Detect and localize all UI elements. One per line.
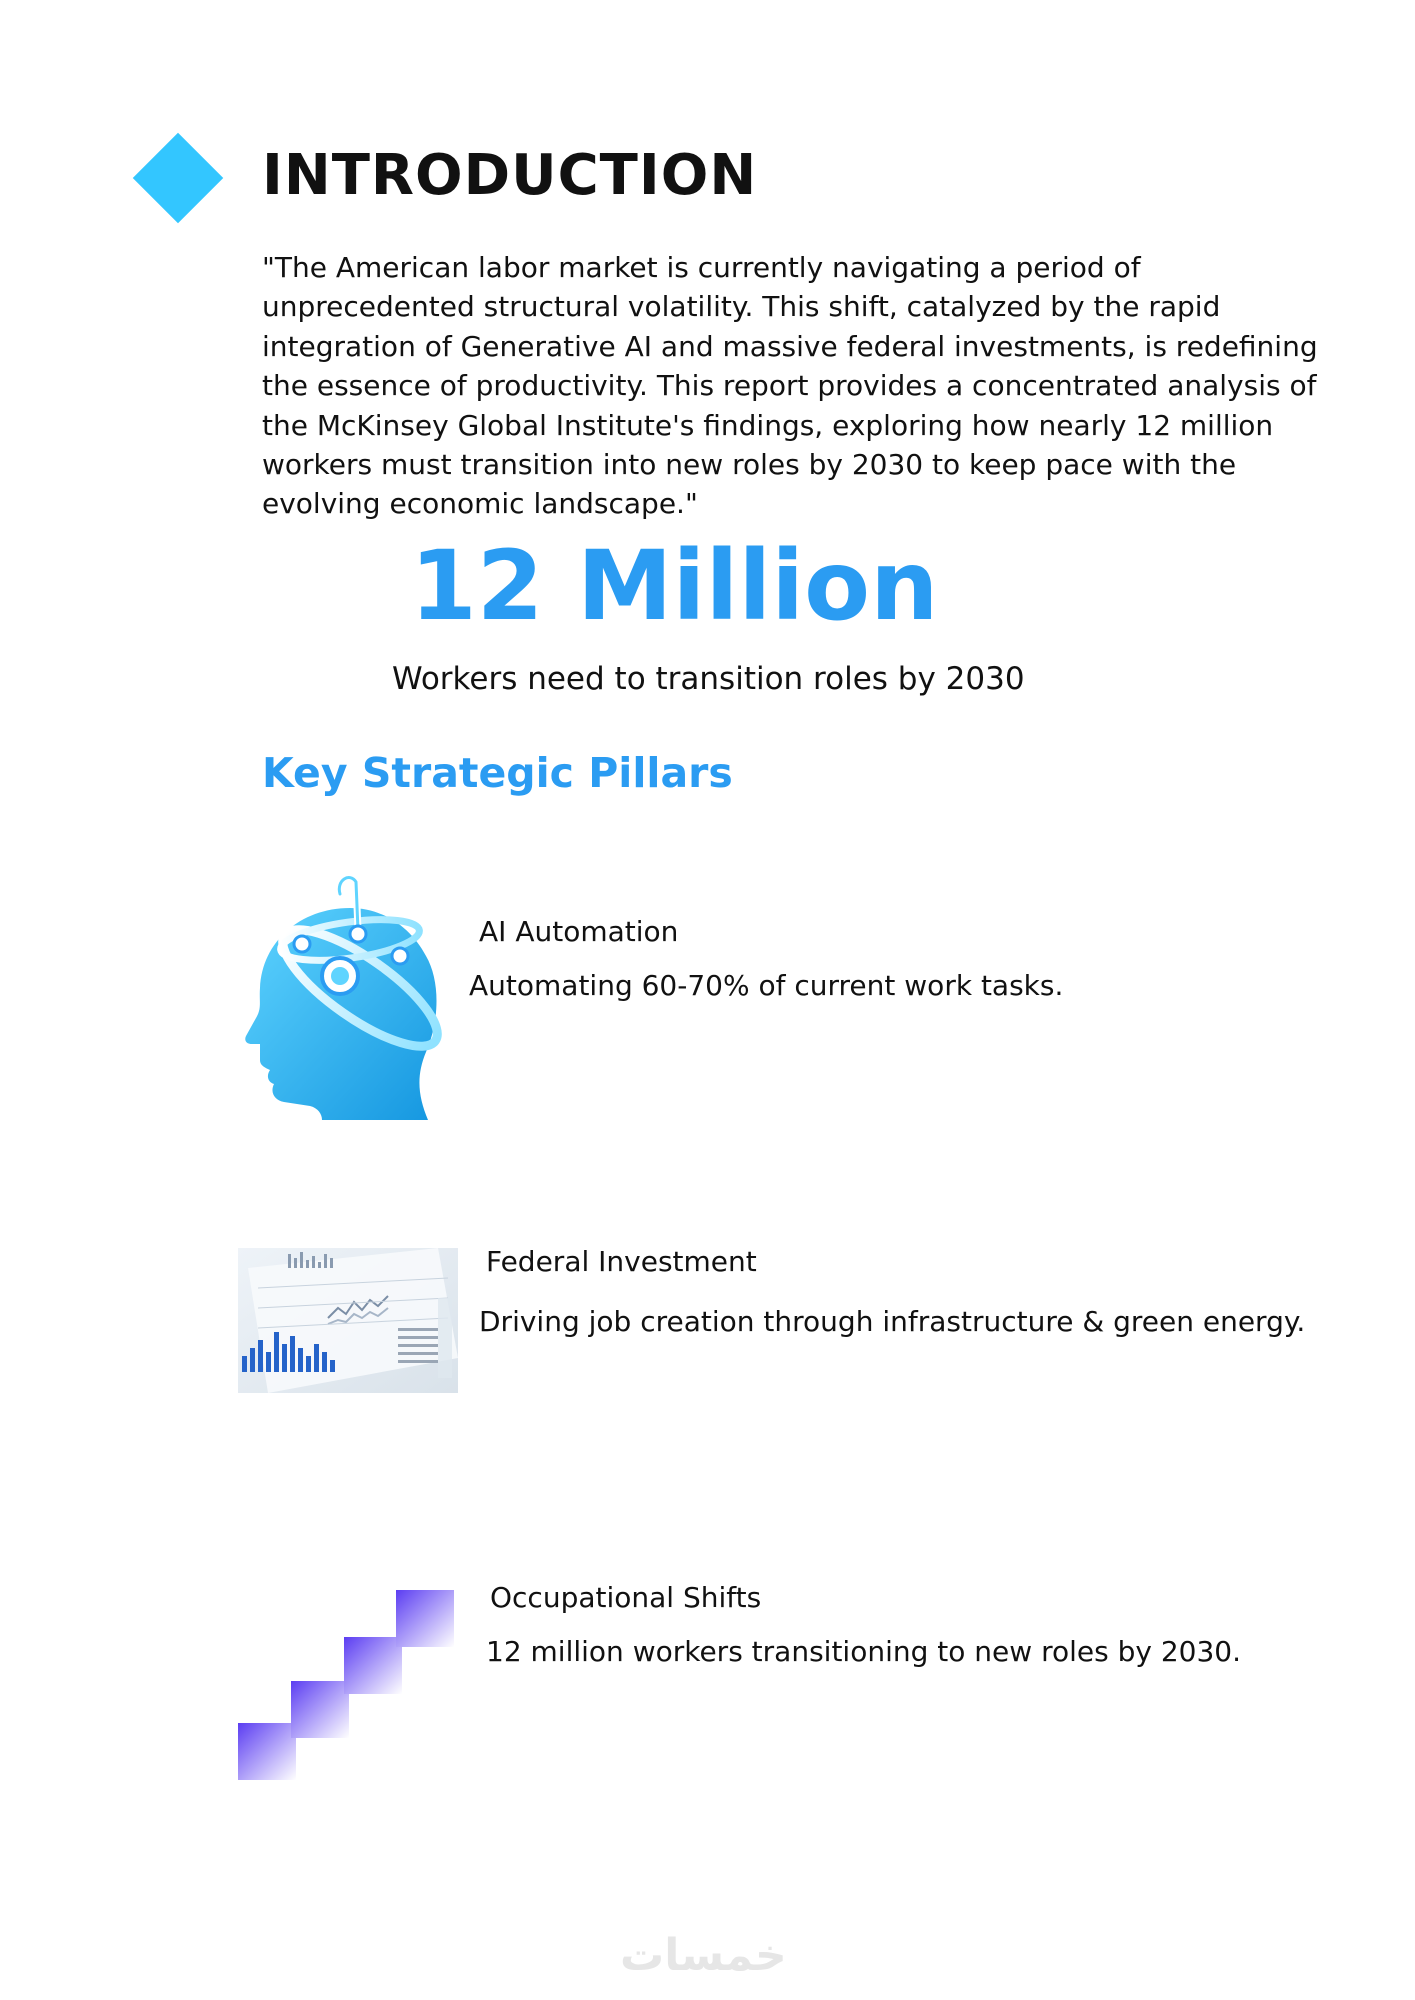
section-title: Key Strategic Pillars — [262, 749, 733, 797]
pillar-desc-ai-automation: Automating 60-70% of current work tasks. — [469, 969, 1064, 1002]
ai-head-icon — [240, 870, 450, 1120]
pillar-title-federal-investment: Federal Investment — [486, 1245, 757, 1278]
watermark-logo: خمسات — [620, 1930, 787, 1981]
pillar-desc-federal-investment: Driving job creation through infrastructure & green energy. — [479, 1305, 1306, 1338]
pillar-title-ai-automation: AI Automation — [479, 915, 679, 948]
pillar-title-occupational-shifts: Occupational Shifts — [490, 1581, 762, 1614]
financial-charts-image — [238, 1248, 458, 1393]
staircase-icon — [238, 1590, 458, 1780]
page-title: INTRODUCTION — [262, 143, 758, 208]
pillar-desc-occupational-shifts: 12 million workers transitioning to new roles by 2030. — [486, 1635, 1241, 1668]
stat-value: 12 Million — [410, 530, 939, 642]
stat-caption: Workers need to transition roles by 2030 — [392, 661, 1025, 697]
diamond-icon — [133, 133, 224, 224]
intro-paragraph: "The American labor market is currently navigating a period of unprecedented structural volatility. This shift, catalyzed by the rapid integration of Generative AI and massive federal investments, is redefining the essence of productivity. This report provides a concentrated analysis of the McKinsey Global Institute's findings, exploring how nearly 12 million workers must transition into new roles by 2030 to keep pace with the evolving economic landscape." — [262, 251, 1318, 521]
